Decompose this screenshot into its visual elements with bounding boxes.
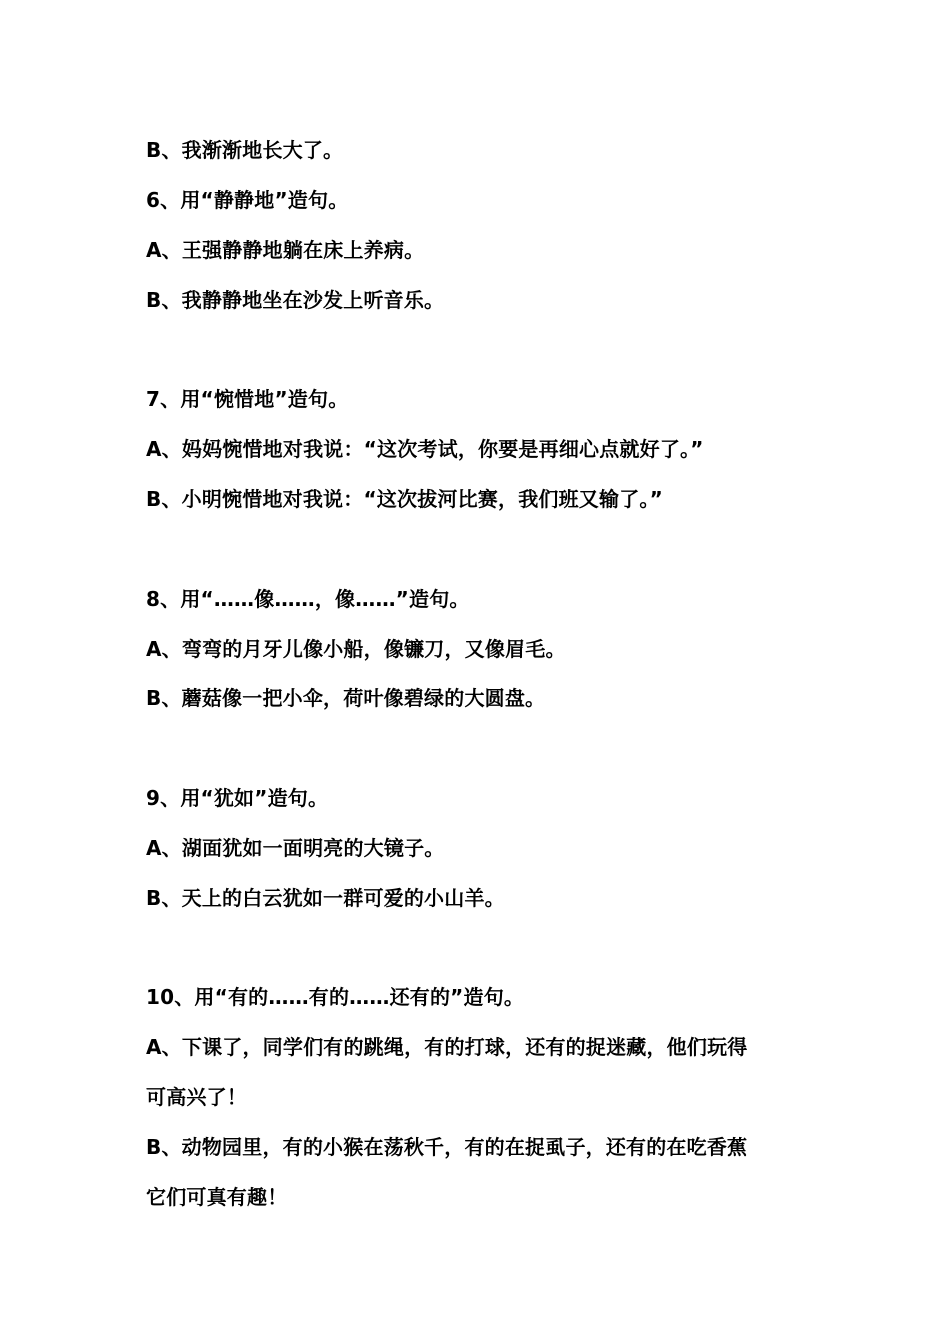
answer-a-7: A、妈妈惋惜地对我说：“这次考试，你要是再细心点就好了。” bbox=[146, 437, 704, 461]
answer-b-9: B、天上的白云犹如一群可爱的小山羊。 bbox=[146, 886, 505, 910]
question-9: 9、用“犹如”造句。 bbox=[146, 786, 329, 810]
answer-b-7: B、小明惋惜地对我说：“这次拔河比赛，我们班又输了。” bbox=[146, 487, 663, 511]
question-10: 10、用“有的……有的……还有的”造句。 bbox=[146, 985, 525, 1009]
answer-a-8: A、弯弯的月牙儿像小船，像镰刀，又像眉毛。 bbox=[146, 637, 566, 661]
answer-b-8: B、蘑菇像一把小伞，荷叶像碧绿的大圆盘。 bbox=[146, 686, 546, 710]
answer-a-6: A、王强静静地躺在床上养病。 bbox=[146, 238, 425, 262]
answer-a-9: A、湖面犹如一面明亮的大镜子。 bbox=[146, 836, 445, 860]
answer-b-10-line2: 它们可真有趣！ bbox=[146, 1185, 288, 1209]
question-8: 8、用“……像……，像……”造句。 bbox=[146, 587, 470, 611]
answer-b-6: B、我静静地坐在沙发上听音乐。 bbox=[146, 288, 445, 312]
answer-b-10-line1: B、动物园里，有的小猴在荡秋千，有的在捉虱子，还有的在吃香蕉 bbox=[146, 1135, 748, 1159]
question-7: 7、用“惋惜地”造句。 bbox=[146, 387, 349, 411]
answer-a-10-line1: A、下课了，同学们有的跳绳，有的打球，还有的捉迷藏，他们玩得 bbox=[146, 1035, 748, 1059]
answer-a-10-line2: 可高兴了！ bbox=[146, 1085, 247, 1109]
answer-b-5: B、我渐渐地长大了。 bbox=[146, 138, 344, 162]
question-6: 6、用“静静地”造句。 bbox=[146, 188, 349, 212]
